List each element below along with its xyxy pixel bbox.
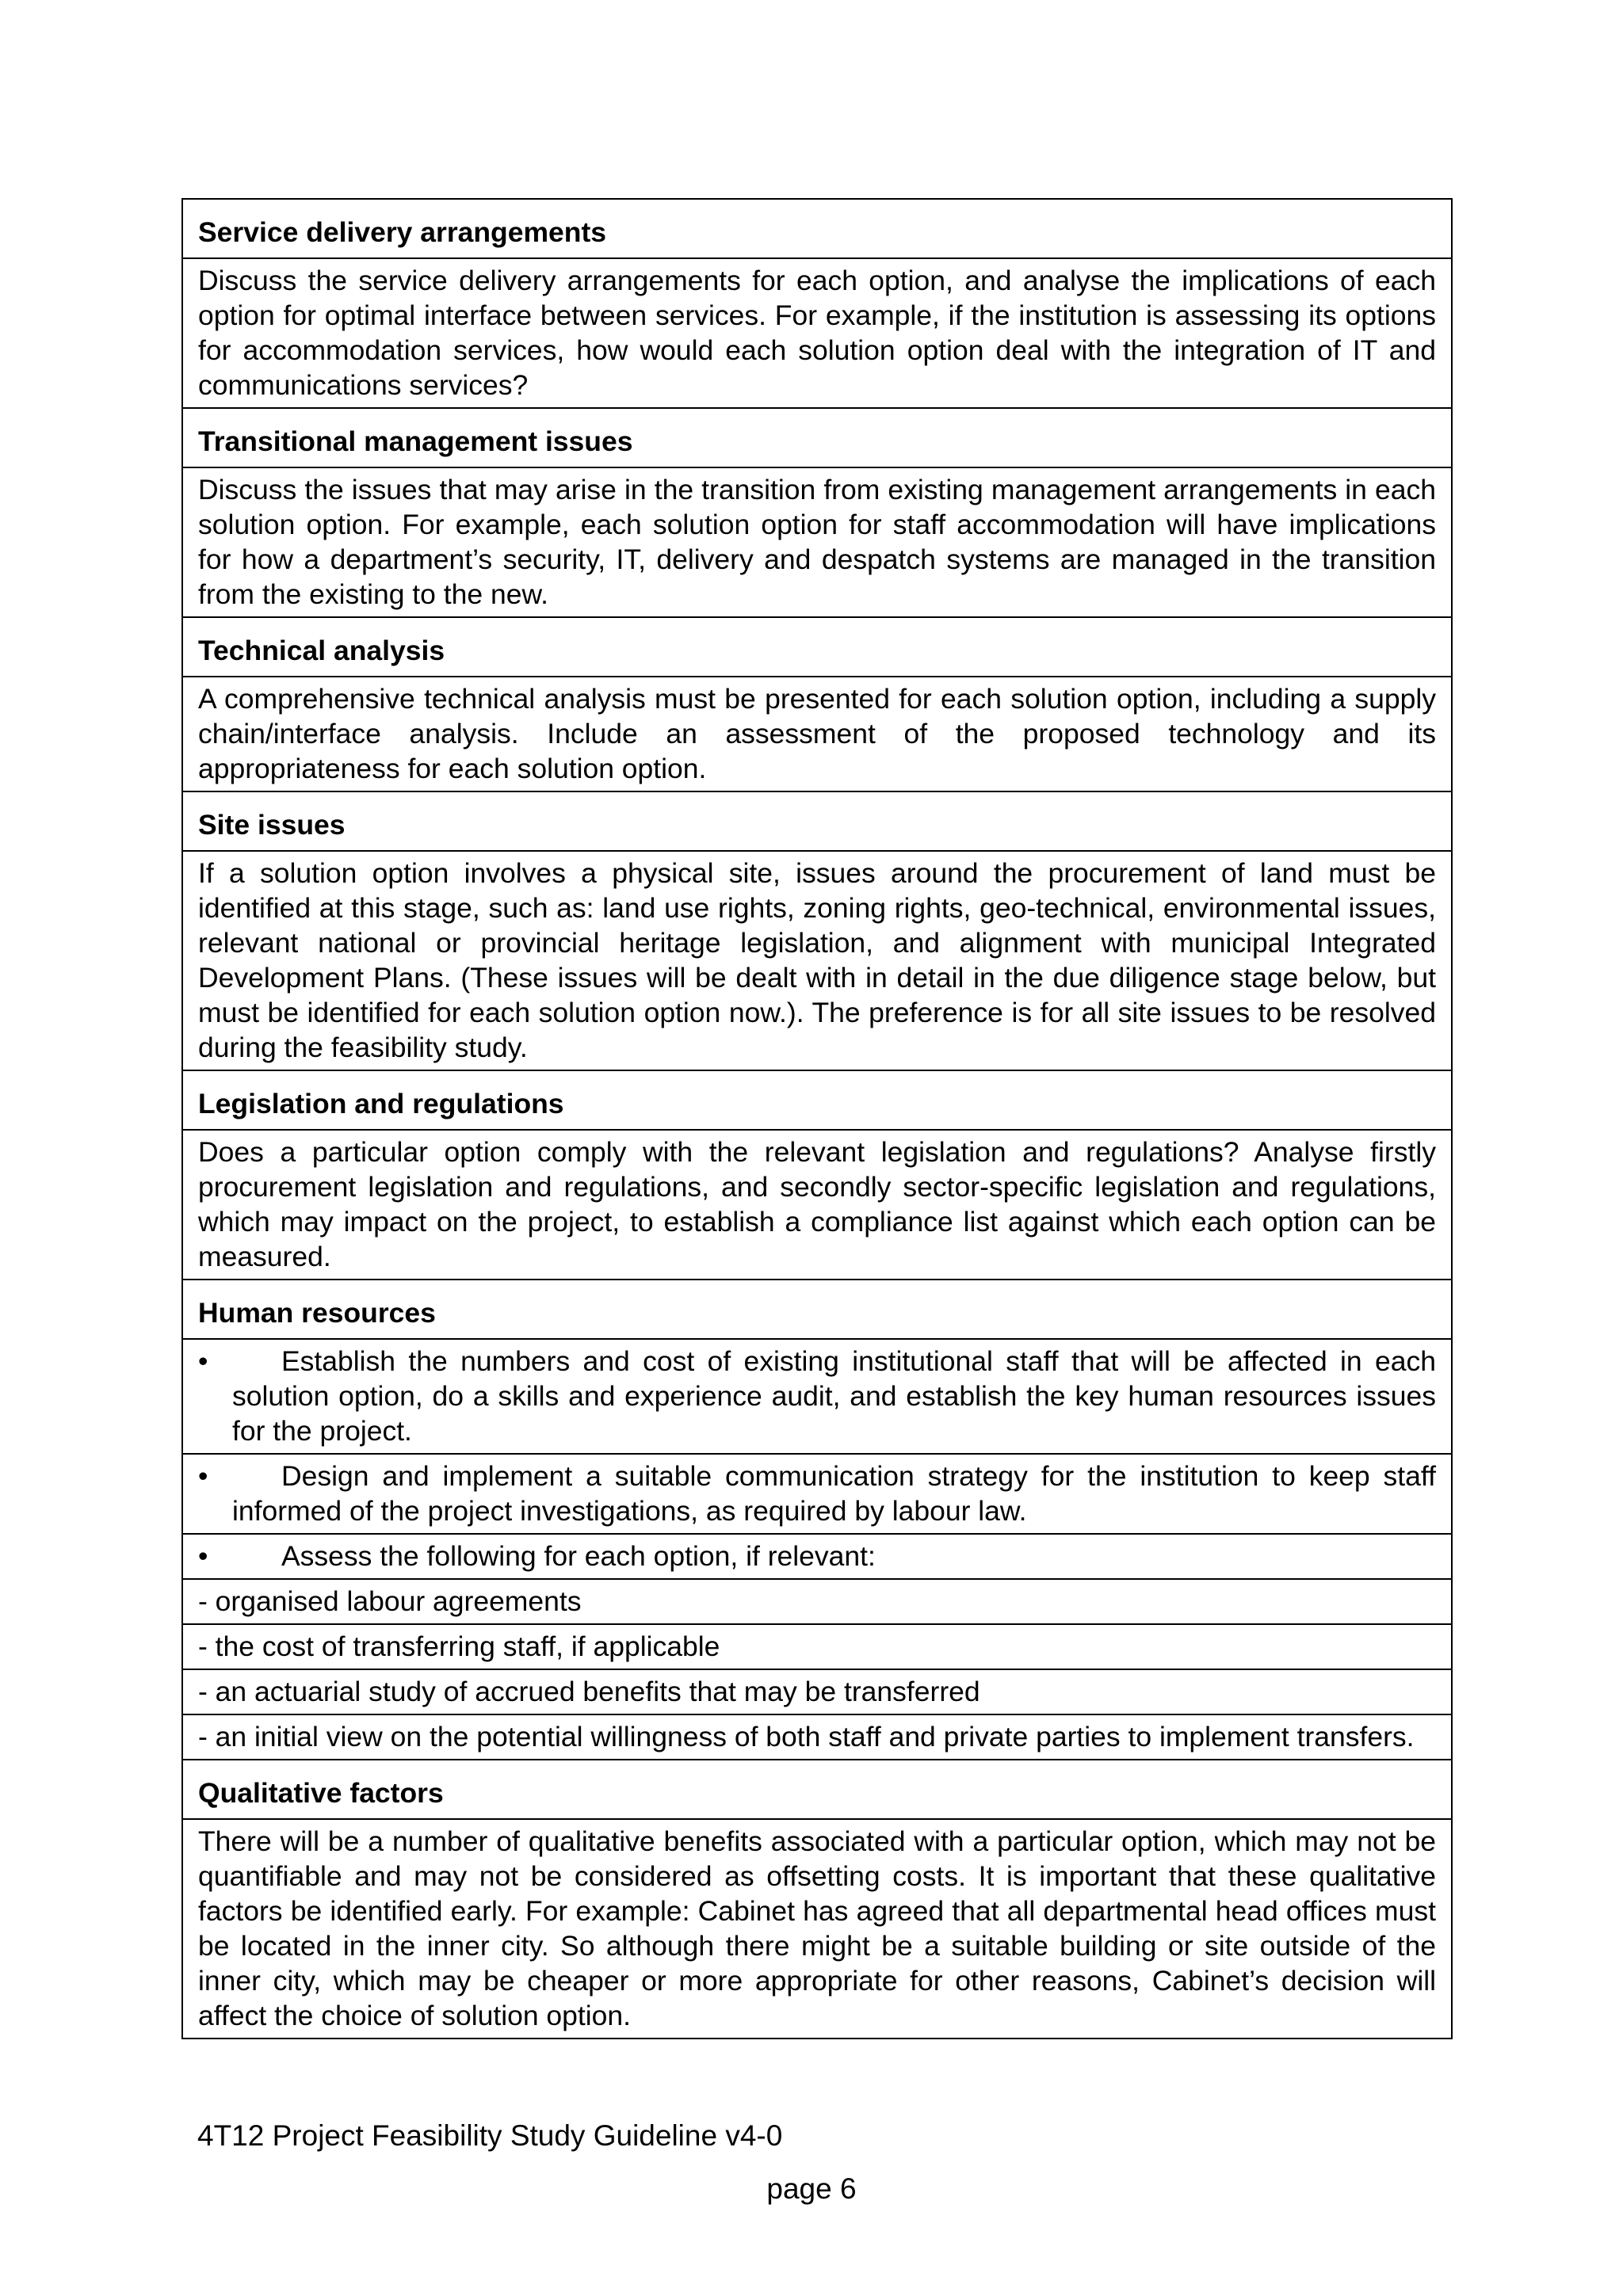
hr-list-item: - organised labour agreements: [183, 1578, 1451, 1623]
page-number: page 6: [766, 2172, 857, 2205]
section-heading-transitional-management: Transitional management issues: [183, 407, 1451, 467]
bullet-icon: •: [198, 1460, 208, 1492]
hr-bullet-text: Assess the following for each option, if relevant:: [281, 1540, 876, 1572]
hr-list-item: - an actuarial study of accrued benefits that may be transferred: [183, 1669, 1451, 1714]
section-heading-human-resources: Human resources: [183, 1279, 1451, 1338]
hr-list-item: - an initial view on the potential willingness of both staff and private parties to implement transfers.: [183, 1714, 1451, 1759]
hr-bullet-item: [183, 1533, 1451, 1578]
section-heading-legislation: Legislation and regulations: [183, 1070, 1451, 1129]
guideline-table: [181, 198, 1453, 2039]
hr-list-item: - the cost of transferring staff, if applicable: [183, 1623, 1451, 1669]
section-body-legislation: Does a particular option comply with the relevant legislation and regulations? Analyse firstly procurement legislation and regulations, and secondly sector-specific legislation and regulations, which may impact on the project, to establish a compliance list against which each option can be measured.: [183, 1129, 1451, 1279]
section-body-site-issues: If a solution option involves a physical site, issues around the procurement of land must be identified at this stage, such as: land use rights, zoning rights, geo-technical, environmental issues, relevant national or provincial heritage legislation, and alignment with municipal Integrated Development Plans. (These issues will be dealt with in detail in the due diligence stage below, but must be identified for each solution option now.). The preference is for all site issues to be resolved during the feasibility study.: [183, 850, 1451, 1070]
section-body-technical-analysis: A comprehensive technical analysis must be presented for each solution option, including a supply chain/interface analysis. Include an assessment of the proposed technology and its appropriateness for each solution option.: [183, 676, 1451, 791]
section-heading-qualitative-factors: Qualitative factors: [183, 1759, 1451, 1818]
section-body-qualitative-factors: There will be a number of qualitative benefits associated with a particular option, which may not be quantifiable and may not be considered as offsetting costs. It is important that these qualitative factors be identified early. For example: Cabinet has agreed that all departmental head offices must be located in the inner city. So although there might be a suitable building or site outside of the inner city, which may be cheaper or more appropriate for other reasons, Cabinet’s decision will affect the choice of solution option.: [183, 1818, 1451, 2038]
section-body-service-delivery: Discuss the service delivery arrangements for each option, and analyse the implications of each option for optimal interface between services. For example, if the institution is assessing its options for accommodation services, how would each solution option deal with the integration of IT and communications services?: [183, 257, 1451, 407]
hr-bullet-item: [183, 1453, 1451, 1533]
hr-bullet-text: Establish the numbers and cost of existing institutional staff that will be affected in each solution option, do a skills and experience audit, and establish the key human resources issues for the project.: [232, 1345, 1436, 1447]
section-heading-service-delivery: Service delivery arrangements: [198, 216, 607, 248]
footer-doc-title: 4T12 Project Feasibility Study Guideline v4-0: [197, 2119, 783, 2152]
bullet-icon: •: [198, 1540, 208, 1572]
section-heading-technical-analysis: Technical analysis: [183, 616, 1451, 676]
hr-bullet-text: Design and implement a suitable communication strategy for the institution to keep staff informed of the project investigations, as required by labour law.: [232, 1460, 1436, 1527]
hr-bullet-item: [183, 1338, 1451, 1453]
section-heading-site-issues: Site issues: [183, 791, 1451, 850]
bullet-icon: •: [198, 1345, 208, 1377]
section-body-transitional-management: Discuss the issues that may arise in the transition from existing management arrangements in each solution option. For example, each solution option for staff accommodation will have implications for how a department’s security, IT, delivery and despatch systems are managed in the transition from the existing to the new.: [183, 467, 1451, 616]
